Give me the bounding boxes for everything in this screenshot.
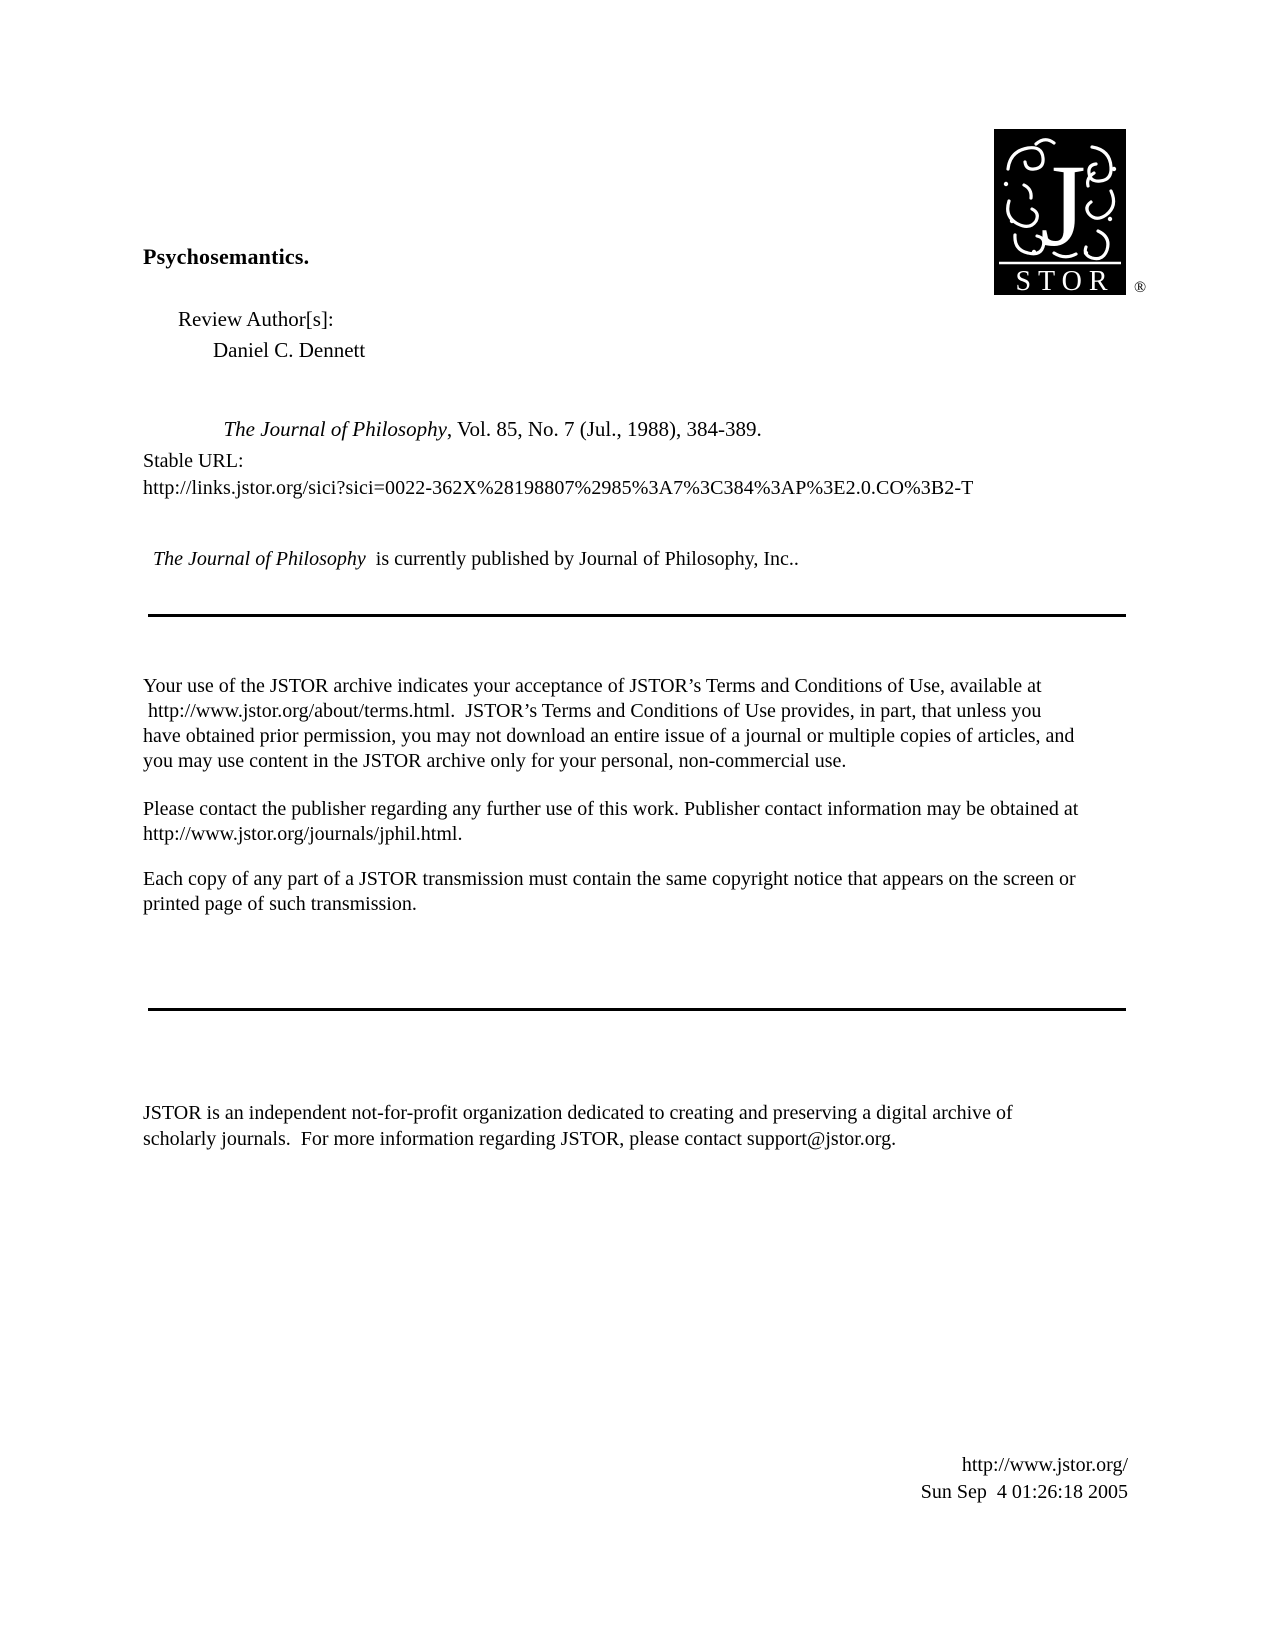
text-line: scholarly journals. For more information regarding JSTOR, please contact support@jstor.org. bbox=[143, 1128, 897, 1150]
jstor-logo bbox=[994, 129, 1126, 295]
terms-paragraph-1 bbox=[143, 674, 1074, 774]
page-title: Psychosemantics. bbox=[143, 244, 310, 269]
published-by-text: is currently published by Journal of Philosophy, Inc.. bbox=[365, 548, 799, 570]
journal-name: The Journal of Philosophy bbox=[223, 417, 447, 441]
text-line: Each copy of any part of a JSTOR transmission must contain the same copyright notice that appears on the screen or bbox=[143, 868, 1076, 890]
stable-url-value: http://links.jstor.org/sici?sici=0022-362X%28198807%2985%3A7%3C384%3AP%3E2.0.CO%3B2-T bbox=[143, 477, 974, 499]
journal-name: The Journal of Philosophy bbox=[153, 548, 366, 570]
footer-timestamp: Sun Sep 4 01:26:18 2005 bbox=[920, 1481, 1128, 1503]
page-footer bbox=[921, 1452, 1128, 1506]
horizontal-divider-top bbox=[148, 614, 1126, 617]
terms-paragraph-3 bbox=[143, 867, 1076, 917]
text-line: Your use of the JSTOR archive indicates your acceptance of JSTOR’s Terms and Conditions of Use, available at bbox=[143, 675, 1042, 697]
jstor-logo-icon bbox=[994, 129, 1126, 295]
text-line: you may use content in the JSTOR archive only for your personal, non-commercial use. bbox=[143, 750, 847, 772]
published-by-line bbox=[143, 525, 799, 571]
review-author-label: Review Author[s]: bbox=[178, 307, 334, 331]
about-jstor-paragraph bbox=[143, 1100, 1013, 1152]
text-line: have obtained prior permission, you may not download an entire issue of a journal or multiple copies of articles, and bbox=[143, 725, 1075, 747]
terms-paragraph-2 bbox=[143, 797, 1078, 847]
logo-letter-j: J bbox=[1040, 140, 1086, 271]
text-line: printed page of such transmission. bbox=[143, 893, 417, 915]
stable-url-label: Stable URL: bbox=[143, 450, 244, 472]
logo-word-stor: STOR bbox=[1015, 266, 1115, 295]
horizontal-divider-bottom bbox=[148, 1008, 1126, 1011]
footer-url: http://www.jstor.org/ bbox=[961, 1454, 1128, 1476]
text-line: JSTOR is an independent not-for-profit organization dedicated to creating and preserving a digital archive of bbox=[143, 1102, 1013, 1124]
journal-citation bbox=[213, 392, 762, 442]
text-line: http://www.jstor.org/journals/jphil.html. bbox=[143, 823, 463, 845]
text-line: Please contact the publisher regarding any further use of this work. Publisher contact information may be obtained at bbox=[143, 798, 1079, 820]
registered-trademark-icon: ® bbox=[1134, 279, 1147, 296]
citation-details: , Vol. 85, No. 7 (Jul., 1988), 384-389. bbox=[446, 417, 762, 441]
text-line: http://www.jstor.org/about/terms.html. JSTOR’s Terms and Conditions of Use provides, in part, that unless you bbox=[143, 700, 1042, 722]
review-author-name: Daniel C. Dennett bbox=[213, 338, 366, 362]
